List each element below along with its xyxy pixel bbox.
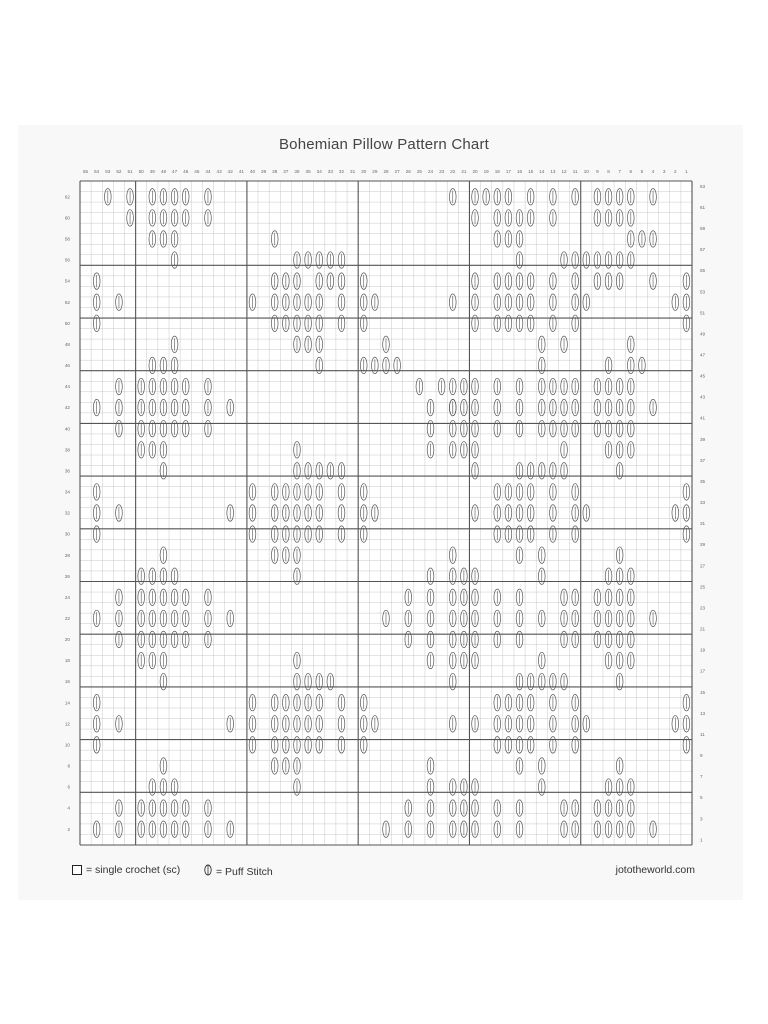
row-label-right: 21 xyxy=(700,626,706,632)
column-label: 34 xyxy=(316,169,322,174)
column-label: 50 xyxy=(138,169,144,174)
chart-title: Bohemian Pillow Pattern Chart xyxy=(278,136,490,153)
column-label: 19 xyxy=(483,169,489,174)
row-label-left: 34 xyxy=(64,489,70,495)
row-label-left: 30 xyxy=(64,531,70,537)
grid-background xyxy=(80,181,692,845)
column-label: 14 xyxy=(539,169,545,174)
row-label-left: 48 xyxy=(64,341,70,347)
column-label: 1 xyxy=(685,169,688,174)
column-label: 9 xyxy=(596,169,599,174)
column-label: 47 xyxy=(172,169,178,174)
column-label: 33 xyxy=(327,169,333,174)
column-label: 53 xyxy=(105,169,111,174)
column-label: 16 xyxy=(516,169,523,174)
row-label-right: 49 xyxy=(700,331,706,337)
row-label-right: 5 xyxy=(700,795,703,801)
column-label: 41 xyxy=(238,169,244,174)
row-label-right: 31 xyxy=(700,521,706,527)
row-label-right: 63 xyxy=(700,183,706,189)
column-label: 5 xyxy=(640,169,644,174)
row-label-left: 38 xyxy=(64,447,70,453)
row-label-left: 44 xyxy=(64,384,70,390)
column-label: 22 xyxy=(450,169,456,174)
column-label: 7 xyxy=(618,169,621,174)
row-label-left: 4 xyxy=(67,805,70,811)
row-label-right: 33 xyxy=(700,500,706,506)
website-credit: jototheworld.com xyxy=(615,864,695,876)
column-label: 26 xyxy=(405,169,411,174)
column-label: 52 xyxy=(116,169,122,174)
row-label-left: 14 xyxy=(64,700,70,706)
column-label: 10 xyxy=(583,169,589,174)
row-label-right: 23 xyxy=(700,605,706,611)
row-label-right: 43 xyxy=(700,394,706,400)
column-label: 48 xyxy=(160,169,167,174)
row-label-right: 3 xyxy=(700,816,703,822)
row-label-left: 18 xyxy=(64,658,70,664)
row-label-left: 28 xyxy=(64,552,70,558)
row-label-left: 8 xyxy=(67,763,70,769)
row-label-right: 59 xyxy=(700,226,706,232)
row-label-left: 2 xyxy=(67,826,70,832)
row-label-right: 37 xyxy=(700,457,706,463)
column-label: 3 xyxy=(662,169,666,174)
column-label: 2 xyxy=(674,169,677,174)
column-label: 21 xyxy=(461,169,467,174)
column-label: 51 xyxy=(127,169,133,174)
row-label-right: 61 xyxy=(700,204,706,210)
column-label: 28 xyxy=(383,169,389,174)
row-label-left: 32 xyxy=(64,510,70,516)
row-label-right: 11 xyxy=(700,731,705,737)
row-label-right: 7 xyxy=(700,774,703,780)
row-label-right: 45 xyxy=(700,373,706,379)
row-label-right: 35 xyxy=(700,478,706,484)
row-label-right: 51 xyxy=(700,310,706,316)
row-label-left: 62 xyxy=(64,194,70,200)
row-label-left: 52 xyxy=(64,299,70,305)
column-label: 37 xyxy=(283,169,289,174)
column-label: 54 xyxy=(94,169,100,174)
row-label-right: 57 xyxy=(700,247,706,253)
column-label: 49 xyxy=(149,169,155,174)
column-label: 43 xyxy=(216,169,222,174)
column-label: 17 xyxy=(505,169,511,174)
puff-stitch-icon xyxy=(204,864,212,879)
legend-puff-label: = Puff Stitch xyxy=(216,865,273,878)
legend-sc xyxy=(72,864,180,876)
row-label-right: 17 xyxy=(700,668,706,674)
legend-puff xyxy=(204,864,273,879)
column-label: 13 xyxy=(550,169,556,174)
row-label-right: 55 xyxy=(700,268,706,274)
row-label-left: 36 xyxy=(64,468,70,474)
column-label: 46 xyxy=(183,169,189,174)
row-label-left: 6 xyxy=(67,784,70,790)
column-label: 29 xyxy=(372,169,378,174)
column-label: 39 xyxy=(261,169,267,174)
column-label: 42 xyxy=(227,169,233,174)
row-label-left: 26 xyxy=(64,573,70,579)
row-label-left: 60 xyxy=(64,215,70,221)
row-label-right: 41 xyxy=(700,415,706,421)
row-label-left: 46 xyxy=(64,363,70,369)
column-label: 4 xyxy=(651,169,655,174)
row-label-right: 25 xyxy=(700,584,706,590)
column-label: 55 xyxy=(83,169,89,174)
row-label-left: 12 xyxy=(64,721,70,727)
row-label-left: 10 xyxy=(64,742,70,748)
column-label: 11 xyxy=(572,169,578,174)
legend-sc-label: = single crochet (sc) xyxy=(86,864,181,876)
column-label: 8 xyxy=(607,169,610,174)
row-label-right: 19 xyxy=(700,647,706,653)
single-crochet-square-icon xyxy=(72,865,82,875)
row-label-right: 1 xyxy=(700,837,703,843)
column-label: 15 xyxy=(528,169,534,174)
column-label: 44 xyxy=(205,169,211,174)
column-label: 36 xyxy=(294,169,300,174)
column-label: 40 xyxy=(249,169,256,174)
column-label: 27 xyxy=(394,169,400,174)
column-label: 45 xyxy=(194,169,200,174)
row-label-left: 42 xyxy=(64,405,70,411)
row-label-right: 13 xyxy=(700,710,706,716)
column-label: 31 xyxy=(350,169,356,174)
row-label-right: 39 xyxy=(700,436,706,442)
column-label: 30 xyxy=(361,169,367,174)
column-label: 20 xyxy=(472,169,478,174)
row-label-left: 22 xyxy=(64,615,70,621)
column-label: 12 xyxy=(561,169,567,174)
column-label: 24 xyxy=(427,169,434,174)
row-label-left: 58 xyxy=(64,236,70,242)
column-label: 25 xyxy=(416,169,422,174)
row-label-right: 53 xyxy=(700,289,706,295)
column-labels xyxy=(83,169,688,174)
row-label-left: 20 xyxy=(64,637,70,643)
column-label: 18 xyxy=(494,169,500,174)
row-label-left: 56 xyxy=(64,257,70,263)
row-label-left: 54 xyxy=(64,278,70,284)
column-label: 38 xyxy=(272,169,278,174)
column-label: 32 xyxy=(338,169,345,174)
column-label: 35 xyxy=(305,169,311,174)
column-label: 6 xyxy=(629,169,633,174)
row-label-left: 24 xyxy=(64,594,70,600)
row-label-right: 29 xyxy=(700,542,706,548)
column-label: 23 xyxy=(439,169,445,174)
row-label-right: 47 xyxy=(700,352,706,358)
row-label-right: 9 xyxy=(700,753,703,759)
row-label-right: 27 xyxy=(700,563,706,569)
row-label-left: 40 xyxy=(64,426,70,432)
row-label-left: 50 xyxy=(64,320,70,326)
row-label-left: 16 xyxy=(64,679,70,685)
row-label-right: 15 xyxy=(700,689,706,695)
